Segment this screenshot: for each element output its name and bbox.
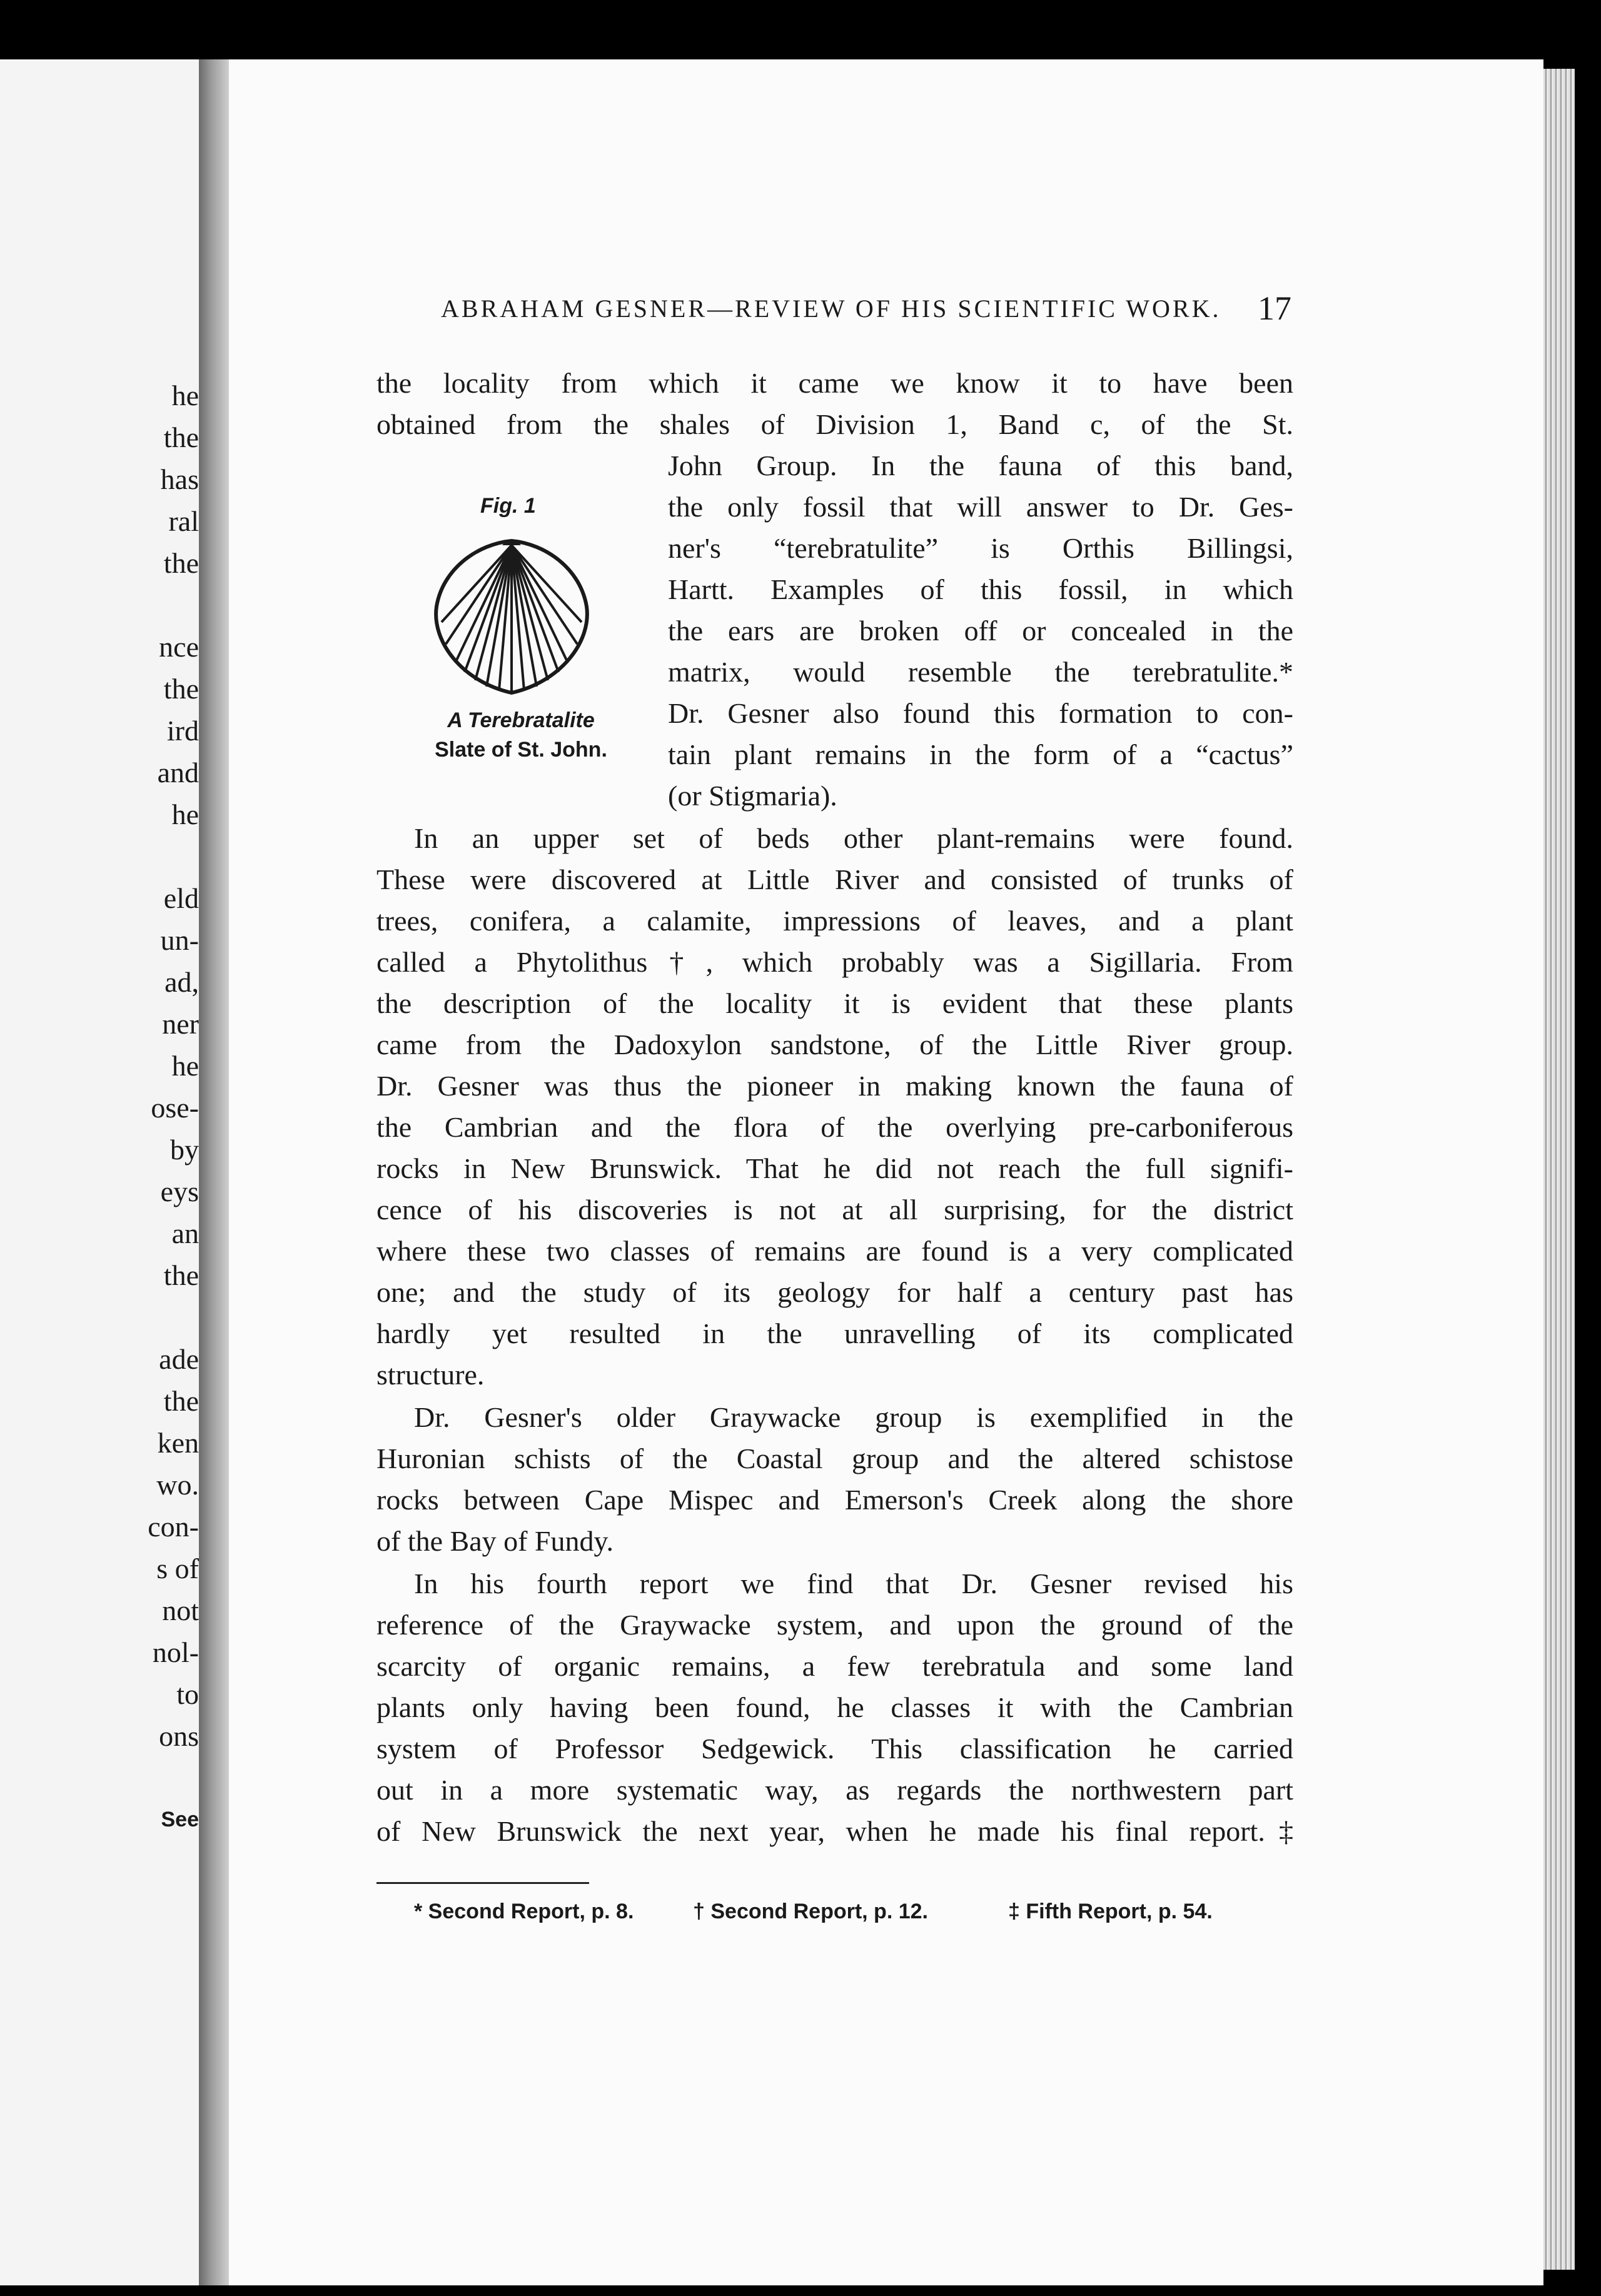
- left-page-fragment: the: [163, 1385, 199, 1417]
- left-page-fragment: the: [163, 547, 199, 579]
- body-line: the description of the locality it is evident that these plants: [376, 987, 1293, 1019]
- body-line: cence of his discoveries is not at all surprising, for the district: [376, 1194, 1293, 1226]
- left-page-fragment: ade: [159, 1343, 199, 1375]
- left-page-fragment: See: [161, 1808, 199, 1831]
- left-page-fragment: ral: [168, 505, 199, 537]
- running-title: ABRAHAM GESNER—REVIEW OF HIS SCIENTIFIC WORK.: [441, 295, 1221, 323]
- body-line: In an upper set of beds other plant-remains were found.: [414, 822, 1293, 854]
- body-line: Hartt. Examples of this fossil, in which: [668, 573, 1293, 605]
- left-page-fragment: the: [163, 421, 199, 453]
- body-line: trees, conifera, a calamite, impressions of leaves, and a plant: [376, 905, 1293, 937]
- left-page: [0, 59, 199, 2285]
- body-line: came from the Dadoxylon sandstone, of the Little River group.: [376, 1029, 1293, 1060]
- left-page-fragment: wo.: [156, 1469, 199, 1501]
- body-line: Dr. Gesner also found this formation to con-: [668, 697, 1293, 729]
- body-line: structure.: [376, 1359, 485, 1391]
- body-line: rocks in New Brunswick. That he did not reach the full signifi-: [376, 1152, 1293, 1184]
- body-line: called a Phytolithus†, which probably was a Sigillaria. From: [376, 946, 1293, 978]
- figure-label: Fig. 1: [480, 494, 536, 518]
- footnote: * Second Report, p. 8.: [414, 1900, 634, 1923]
- body-line: of New Brunswick the next year, when he made his final report.‡: [376, 1815, 1293, 1847]
- left-page-fragment: nol-: [152, 1636, 199, 1668]
- left-page-fragment: and: [157, 757, 199, 788]
- body-line: Dr. Gesner was thus the pioneer in making known the fauna of: [376, 1070, 1293, 1102]
- book-gutter: [199, 59, 229, 2285]
- figure-caption-line1: A Terebratalite: [447, 708, 595, 732]
- body-line: (or Stigmaria).: [668, 780, 837, 812]
- body-line: Dr. Gesner's older Graywacke group is exemplified in the: [414, 1401, 1293, 1433]
- left-page-fragment: he: [171, 1050, 199, 1082]
- body-line: the Cambrian and the flora of the overlying pre-carboniferous: [376, 1111, 1293, 1143]
- left-page-fragment: s of: [156, 1553, 199, 1584]
- body-line: plants only having been found, he classes it with the Cambrian: [376, 1691, 1293, 1723]
- left-page-fragment: not: [162, 1594, 199, 1626]
- left-page-fragment: ad,: [164, 966, 199, 998]
- left-page-fragment: eld: [163, 882, 199, 914]
- left-page-fragment: he: [171, 798, 199, 830]
- figure-1: [405, 494, 637, 788]
- body-line: These were discovered at Little River and consisted of trunks of: [376, 864, 1293, 895]
- body-line: the locality from which it came we know it to have been: [376, 367, 1293, 399]
- body-line: out in a more systematic way, as regards the northwestern part: [376, 1774, 1293, 1806]
- body-line: ner's “terebratulite” is Orthis Billingsi,: [668, 532, 1293, 564]
- left-page-fragment: to: [176, 1678, 199, 1710]
- body-line: where these two classes of remains are found is a very complicated: [376, 1235, 1293, 1267]
- body-line: scarcity of organic remains, a few terebratula and some land: [376, 1650, 1293, 1682]
- left-page-fragment: ird: [166, 715, 199, 747]
- left-page-fragment: un-: [160, 924, 199, 956]
- running-head: [441, 290, 1291, 327]
- left-page-fragment: ose-: [151, 1092, 199, 1124]
- left-page-fragment: the: [163, 1259, 199, 1291]
- left-page-fragment: ken: [157, 1427, 199, 1459]
- left-page-fragment: con-: [148, 1511, 199, 1543]
- body-line: rocks between Cape Mispec and Emerson's Creek along the shore: [376, 1484, 1293, 1516]
- body-line: system of Professor Sedgewick. This classification he carried: [376, 1733, 1293, 1765]
- body-line: John Group. In the fauna of this band,: [668, 450, 1293, 481]
- left-page-fragment: ner: [162, 1008, 199, 1040]
- body-line: hardly yet resulted in the unravelling of its complicated: [376, 1317, 1293, 1349]
- body-line: tain plant remains in the form of a “cactus”: [668, 738, 1293, 770]
- footnote-rule: [376, 1882, 589, 1884]
- left-page-fragment: nce: [159, 631, 199, 663]
- footnote: † Second Report, p. 12.: [693, 1900, 928, 1923]
- left-page-fragment: an: [171, 1217, 199, 1249]
- left-page-fragment: ons: [159, 1720, 199, 1752]
- figure-caption-line2: Slate of St. John.: [435, 738, 607, 762]
- body-line: the ears are broken off or concealed in the: [668, 615, 1293, 647]
- body-line: one; and the study of its geology for half a century past has: [376, 1276, 1293, 1308]
- body-line: the only fossil that will answer to Dr. Ges-: [668, 491, 1293, 523]
- left-page-fragment: the: [163, 673, 199, 705]
- body-line: In his fourth report we find that Dr. Gesner revised his: [414, 1568, 1293, 1599]
- terebratulite-shell-icon: [418, 531, 605, 700]
- footnote: ‡ Fifth Report, p. 54.: [1008, 1900, 1213, 1923]
- page-edge: [1543, 69, 1575, 2270]
- body-line: matrix, would resemble the terebratulite.*: [668, 656, 1293, 688]
- body-line: of the Bay of Fundy.: [376, 1525, 614, 1557]
- body-line: Huronian schists of the Coastal group and the altered schistose: [376, 1443, 1293, 1474]
- left-page-fragment: has: [160, 463, 199, 495]
- left-page-fragment: he: [171, 380, 199, 411]
- left-page-fragment: by: [170, 1134, 199, 1166]
- body-line: obtained from the shales of Division 1, Band c, of the St.: [376, 408, 1293, 440]
- page-number: 17: [1258, 290, 1291, 327]
- left-page-fragment: eys: [160, 1176, 199, 1207]
- body-line: reference of the Graywacke system, and upon the ground of the: [376, 1609, 1293, 1641]
